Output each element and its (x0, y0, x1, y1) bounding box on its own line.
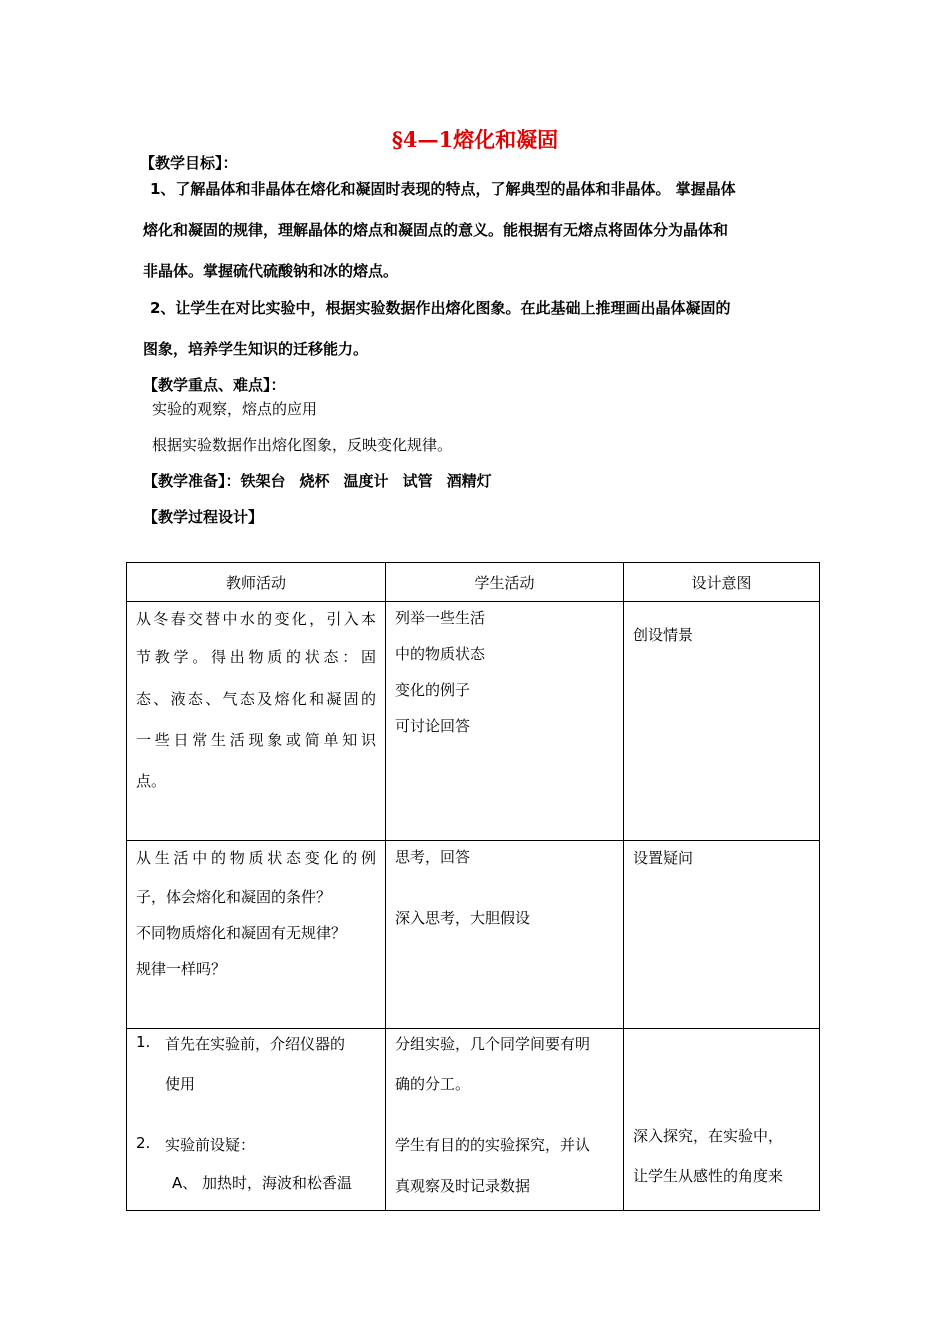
keypoint-1: 实验的观察，熔点的应用 (152, 400, 318, 418)
cell-text: 实验前设疑： (165, 1136, 256, 1154)
cell-text: 首先在实验前，介绍仪器的 (165, 1035, 346, 1053)
cell-text: 思考，回答 (395, 848, 471, 866)
cell-text: 真观察及时记录数据 (395, 1177, 531, 1195)
cell-text: 可讨论回答 (395, 717, 471, 735)
cell-text: 列举一些生活 (395, 609, 486, 627)
cell-text: 分组实验，几个同学间要有明 (395, 1035, 591, 1053)
goal1-line3: 非晶体。掌握硫代硫酸钠和冰的熔点。 (143, 262, 399, 280)
header-intent: 设计意图 (624, 563, 820, 602)
cell-text: 态、液态、气态及熔化和凝固的 (136, 690, 376, 708)
cell-text: 创设情景 (633, 626, 694, 644)
list-number: 2. (136, 1134, 151, 1152)
cell-text: 从冬春交替中水的变化，引入本 (136, 610, 376, 628)
prep-heading: 【教学准备】： (143, 472, 241, 490)
cell-text: 不同物质熔化和凝固有无规律？ (136, 924, 347, 942)
prep-item: 试管 (402, 472, 433, 490)
cell-text: 确的分工。 (395, 1075, 471, 1093)
cell-text: 点。 (136, 772, 167, 790)
lesson-plan-table (126, 562, 820, 1211)
page-title: §4—1熔化和凝固 (391, 127, 559, 152)
cell-text: 深入探究，在实验中， (633, 1127, 784, 1145)
cell-text: 规律一样吗？ (136, 960, 227, 978)
goal2-line1: 2、让学生在对比实验中，根据实验数据作出熔化图象。在此基础上推理画出晶体凝固的 (150, 299, 731, 317)
cell-text: 让学生从感性的角度来 (633, 1167, 784, 1185)
table-header-row (127, 563, 820, 602)
cell-text: A、 加热时，海波和松香温 (172, 1174, 353, 1192)
cell-text: 一些日常生活现象或简单知识 (136, 731, 376, 749)
cell-text: 节教学。得出物质的状态：固 (136, 648, 376, 666)
keypoint-2: 根据实验数据作出熔化图象，反映变化规律。 (152, 436, 453, 454)
cell-text: 变化的例子 (395, 681, 471, 699)
table-row (127, 841, 820, 1029)
cell-text: 中的物质状态 (395, 645, 486, 663)
cell-text: 使用 (165, 1075, 196, 1093)
cell-text: 从生活中的物质状态变化的例 (136, 849, 376, 867)
prep-item: 烧杯 (299, 472, 330, 490)
table-row (127, 1029, 820, 1211)
prep-item: 酒精灯 (446, 472, 492, 490)
goal2-line2: 图象，培养学生知识的迁移能力。 (143, 340, 369, 358)
list-number: 1. (136, 1033, 151, 1051)
keypoints-heading: 【教学重点、难点】： (143, 376, 286, 394)
cell-text: 学生有目的的实验探究，并认 (395, 1136, 591, 1154)
table-row (127, 602, 820, 841)
process-heading: 【教学过程设计】 (143, 508, 264, 526)
prep-item: 铁架台 (240, 472, 286, 490)
header-student: 学生活动 (386, 563, 624, 602)
cell-text: 子，体会熔化和凝固的条件？ (136, 888, 332, 906)
cell-text: 设置疑问 (633, 849, 694, 867)
prep-item: 温度计 (343, 472, 389, 490)
goal1-line1: 1、了解晶体和非晶体在熔化和凝固时表现的特点，了解典型的晶体和非晶体。 掌握晶体 (150, 180, 736, 198)
goal1-line2: 熔化和凝固的规律，理解晶体的熔点和凝固点的意义。能根据有无熔点将固体分为晶体和 (143, 221, 729, 239)
goals-heading: 【教学目标】： (140, 154, 238, 172)
header-teacher: 教师活动 (127, 563, 386, 602)
cell-text: 深入思考，大胆假设 (395, 909, 531, 927)
prep-row (143, 470, 492, 491)
